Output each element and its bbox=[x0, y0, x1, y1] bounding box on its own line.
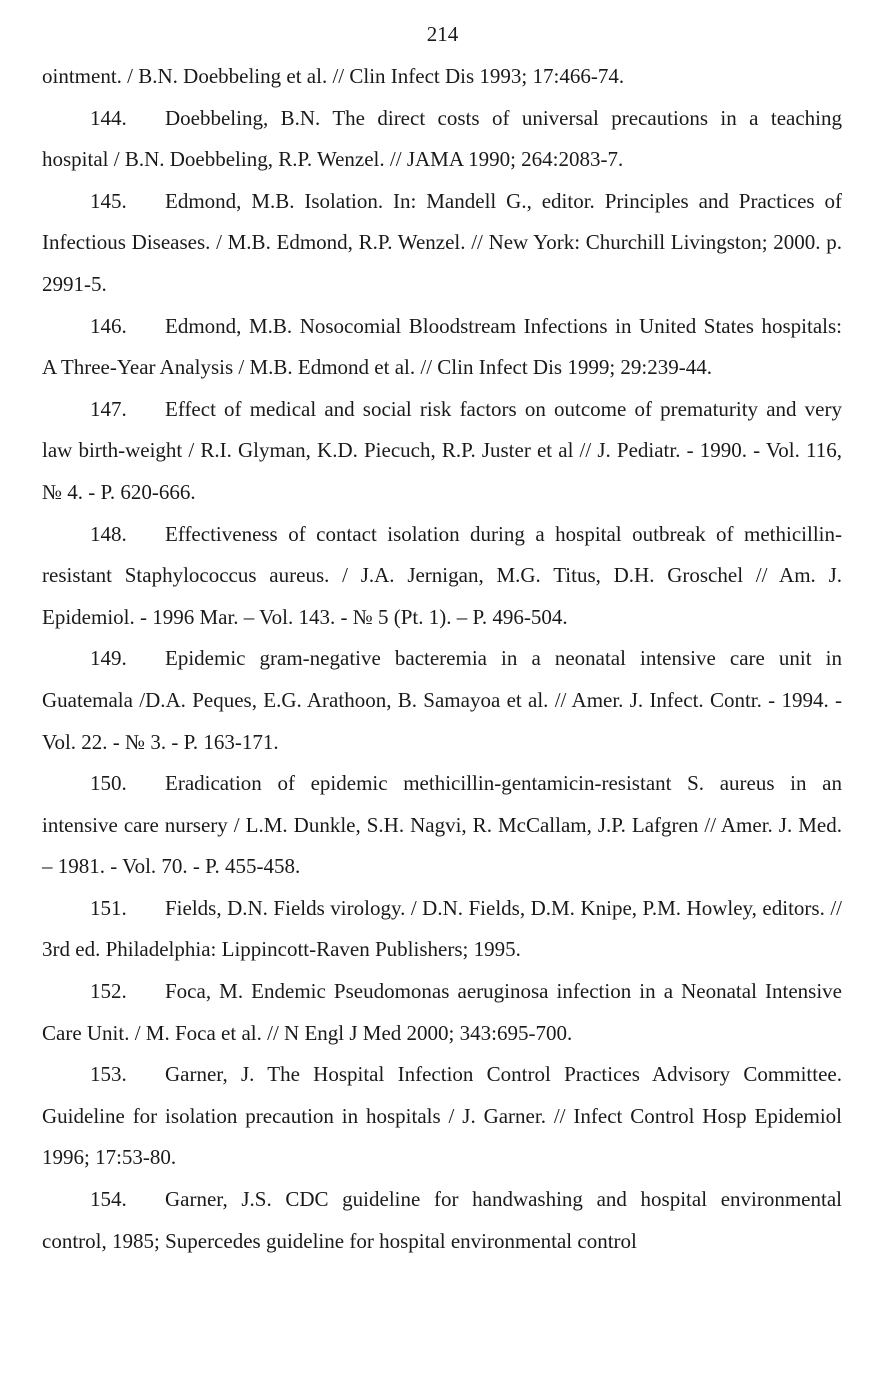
reference-number: 146. bbox=[90, 313, 127, 338]
reference-text: Eradication of epidemic methicillin-gentamicin-resistant S. aureus in an intensive care nursery / L.M. Dunkle, S.H. Nagvi, R. McCallam, J.P. Lafgren // Amer. J. Med. – 1981. - Vol. 70. - P. 455-458. bbox=[42, 771, 842, 879]
reference-text: Garner, J.S. CDC guideline for handwashing and hospital environmental control, 1985; Supercedes guideline for hospital environmental control bbox=[42, 1187, 842, 1253]
reference-text: Foca, M. Endemic Pseudomonas aeruginosa infection in a Neonatal Intensive Care Unit. / M. Foca et al. // N Engl J Med 2000; 343:695-700. bbox=[42, 979, 842, 1045]
reference-entry-149 bbox=[42, 638, 842, 763]
reference-entry-145 bbox=[42, 181, 842, 306]
reference-number: 151. bbox=[90, 895, 127, 920]
reference-entry-148 bbox=[42, 514, 842, 639]
reference-text: Fields, D.N. Fields virology. / D.N. Fields, D.M. Knipe, P.M. Howley, editors. // 3rd ed. Philadelphia: Lippincott-Raven Publishers; 1995. bbox=[42, 895, 842, 962]
reference-entry-147 bbox=[42, 389, 842, 514]
reference-continuation: ointment. / B.N. Doebbeling et al. // Clin Infect Dis 1993; 17:466-74. bbox=[42, 64, 625, 88]
reference-text: Effectiveness of contact isolation during a hospital outbreak of methicillin-resistant Staphylococcus aureus. / J.A. Jernigan, M.G. Titus, D.H. Groschel // Am. J. Epidemiol. - 1996 Mar. – Vol. 143. - № 5 (Pt. 1). – P. 496-504. bbox=[42, 521, 842, 629]
reference-number: 152. bbox=[90, 979, 127, 1004]
reference-entry-154 bbox=[42, 1179, 842, 1262]
reference-number: 154. bbox=[90, 1187, 127, 1212]
reference-list bbox=[42, 56, 842, 1262]
reference-entry-144 bbox=[42, 98, 842, 181]
reference-number: 150. bbox=[90, 771, 127, 796]
reference-entry-150 bbox=[42, 763, 842, 888]
reference-text: Epidemic gram-negative bacteremia in a neonatal intensive care unit in Guatemala /D.A. Peques, E.G. Arathoon, B. Samayoa et al. // Amer. J. Infect. Contr. - 1994. - Vol. 22. - № 3. - P. 163-171. bbox=[42, 646, 842, 754]
reference-entry-152 bbox=[42, 971, 842, 1054]
reference-number: 147. bbox=[90, 396, 127, 421]
reference-text: Edmond, M.B. Isolation. In: Mandell G., editor. Principles and Practices of Infectious Diseases. / M.B. Edmond, R.P. Wenzel. // New York: Churchill Livingston; 2000. p. 2991-5. bbox=[42, 188, 842, 296]
reference-entry-153 bbox=[42, 1054, 842, 1179]
reference-text: Edmond, M.B. Nosocomial Bloodstream Infections in United States hospitals: A Three-Year Analysis / M.B. Edmond et al. // Clin Infect Dis 1999; 29:239-44. bbox=[42, 313, 842, 380]
reference-number: 149. bbox=[90, 646, 127, 671]
reference-number: 153. bbox=[90, 1062, 127, 1087]
reference-number: 148. bbox=[90, 521, 127, 546]
reference-text: Effect of medical and social risk factors on outcome of prematurity and very law birth-weight / R.I. Glyman, K.D. Piecuch, R.P. Juster et al // J. Pediatr. - 1990. - Vol. 116, № 4. - P. 620-666. bbox=[42, 396, 842, 504]
reference-number: 145. bbox=[90, 188, 127, 213]
page-number: 214 bbox=[426, 22, 459, 46]
reference-number: 144. bbox=[90, 105, 127, 130]
reference-text: Garner, J. The Hospital Infection Control Practices Advisory Committee. Guideline for isolation precaution in hospitals / J. Garner. // Infect Control Hosp Epidemiol 1996; 17:53-80. bbox=[42, 1062, 842, 1170]
reference-text: Doebbeling, B.N. The direct costs of universal precautions in a teaching hospital / B.N. Doebbeling, R.P. Wenzel. // JAMA 1990; 264:2083-7. bbox=[42, 105, 842, 172]
reference-entry-146 bbox=[42, 306, 842, 389]
reference-entry-151 bbox=[42, 888, 842, 971]
